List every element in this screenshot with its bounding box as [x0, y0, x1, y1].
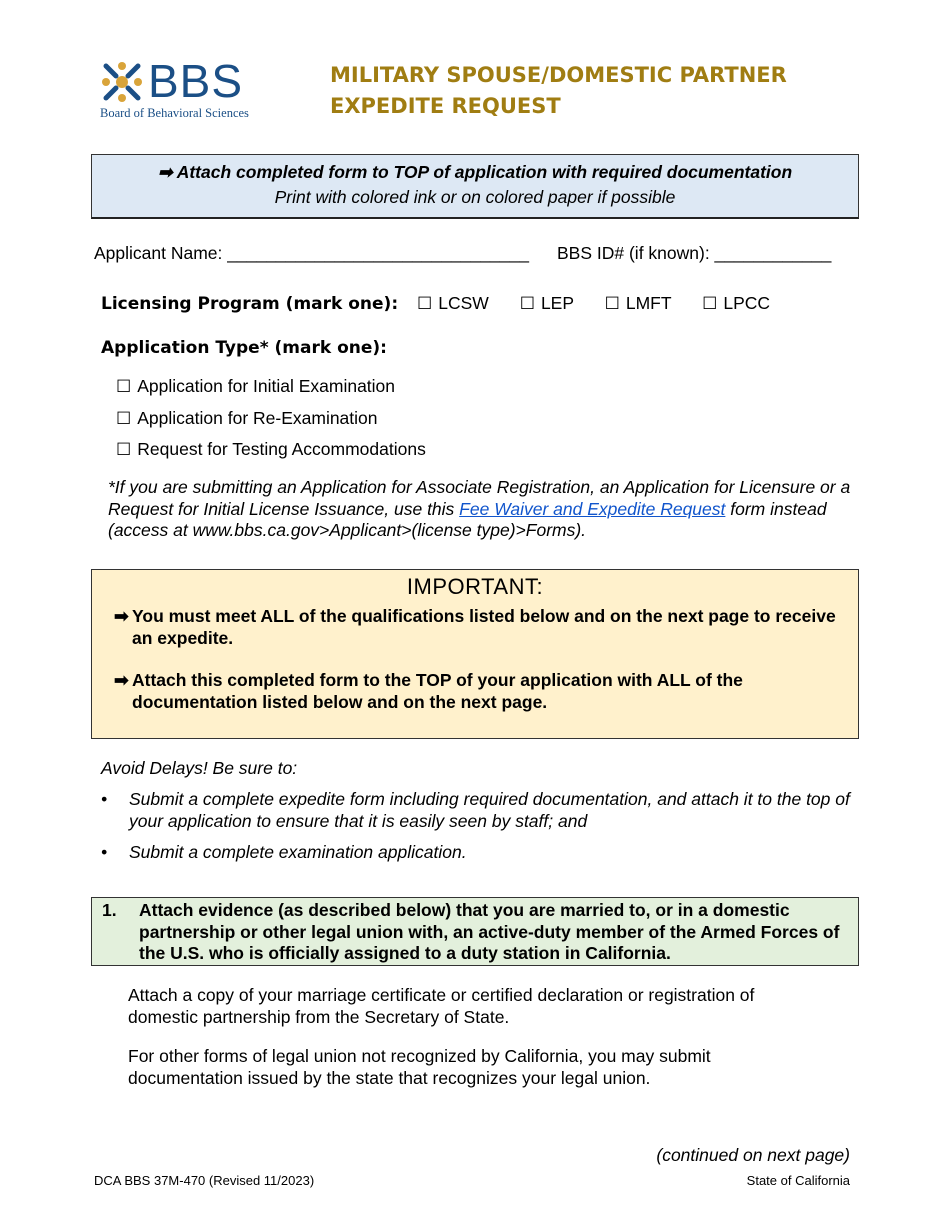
logo-text: BBS [148, 55, 244, 107]
section-1-box [91, 897, 859, 966]
checkbox-lmft[interactable]: ☐ LMFT [604, 293, 672, 313]
important-box [91, 569, 859, 739]
form-id: DCA BBS 37M-470 (Revised 11/2023) [94, 1173, 315, 1188]
avoid-heading: Avoid Delays! Be sure to: [101, 758, 298, 778]
section-1-para-1: Attach a copy of your marriage certificate or certified declaration or registration of domestic partnership from the Secretary of State. [128, 985, 755, 1027]
logo-mark-icon [100, 60, 144, 104]
important-heading: IMPORTANT: [406, 574, 544, 599]
application-type-options [116, 371, 426, 466]
bullet-icon: • [101, 789, 108, 809]
checkbox-lep[interactable]: ☐ LEP [519, 293, 574, 313]
checkbox-initial-exam[interactable]: ☐ Application for Initial Examination [116, 376, 396, 396]
footnote: *If you are submitting an Application for Associate Registration, an Application for Licensure or a Request for Initial License Issuance, use this Fee Waiver and Expedite Request form instead (access at www.bbs.ca.gov>Applicant>(license type)>Forms). [108, 477, 851, 540]
continued-note: (continued on next page) [656, 1145, 850, 1165]
title-line-1: MILITARY SPOUSE/DOMESTIC PARTNER [330, 63, 787, 87]
licensing-program [101, 293, 770, 314]
list-item: • Submit a complete examination application. [101, 842, 467, 862]
bullet-icon: • [101, 842, 108, 862]
applicant-name-field[interactable]: Applicant Name: _______________________________ [94, 243, 529, 263]
notice-line-1: Attach completed form to TOP of application with required documentation [176, 162, 793, 182]
title-line-2: EXPEDITE REQUEST [330, 94, 561, 118]
bbs-logo [100, 55, 270, 122]
checkbox-lpcc[interactable]: ☐ LPCC [702, 293, 771, 313]
avoid-list [101, 789, 851, 864]
section-1-para-2: For other forms of legal union not recognized by California, you may submit documentation issued by the state that recognizes your legal union. [128, 1046, 711, 1088]
application-type-label: Application Type* (mark one): [101, 338, 387, 358]
fee-waiver-link[interactable]: Fee Waiver and Expedite Request [459, 498, 726, 519]
bbs-id-field[interactable]: BBS ID# (if known): ____________ [557, 243, 832, 263]
attach-notice [91, 154, 859, 219]
section-1-text: Attach evidence (as described below) that you are married to, or in a domestic partnership or other legal union with, an active-duty member of the Armed Forces of the U.S. who is officially assigned to a duty station in California. [139, 900, 840, 963]
list-item: • Submit a complete expedite form including required documentation, and attach it to the top of your application to ensure that it is easily seen by staff; and [101, 789, 850, 831]
arrow-right-icon: ➡ [114, 606, 129, 626]
checkbox-testing-accommodations[interactable]: ☐ Request for Testing Accommodations [116, 439, 426, 459]
footer-state: State of California [746, 1173, 850, 1188]
form-title [330, 60, 787, 122]
logo-subtitle: Board of Behavioral Sciences [100, 106, 249, 120]
important-item: ➡ You must meet ALL of the qualifications listed below and on the next page to receive an expedite. [114, 606, 836, 648]
important-item: ➡ Attach this completed form to the TOP of your application with ALL of the documentation listed below and on the next page. [114, 670, 743, 712]
checkbox-lcsw[interactable]: ☐ LCSW [417, 293, 489, 313]
arrow-right-icon: ➡ [157, 162, 177, 182]
checkbox-re-exam[interactable]: ☐ Application for Re-Examination [116, 407, 378, 428]
notice-line-2: Print with colored ink or on colored paper if possible [274, 187, 676, 207]
licensing-label: Licensing Program (mark one): [101, 294, 399, 314]
arrow-right-icon: ➡ [114, 670, 129, 690]
section-number: 1. [102, 900, 117, 920]
